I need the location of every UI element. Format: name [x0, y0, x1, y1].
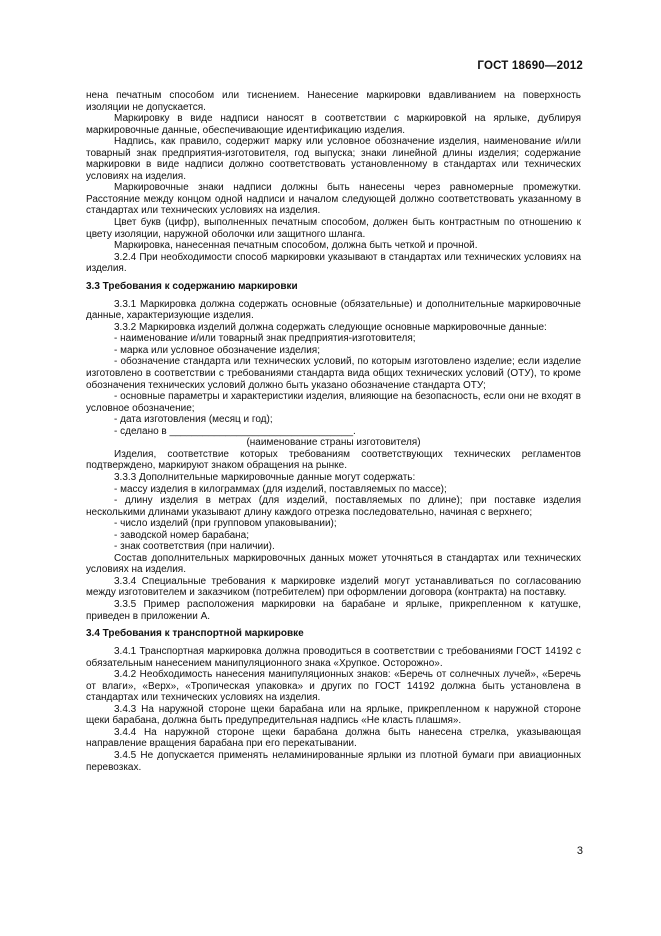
paragraph: 3.3.4 Специальные требования к маркировке изделий могут устанавливаться по согласованию между изготовителем и заказчиком (потребителем) при оформлении договора (контракта) на поставку.: [86, 575, 581, 599]
paragraph: Цвет букв (цифр), выполненных печатным способом, должен быть контрастным по отношению к цвету изоляции, наружной оболочки или защитного шланга.: [86, 217, 581, 240]
list-item: - дата изготовления (месяц и год);: [114, 414, 273, 426]
paragraph: нена печатным способом или тиснением. Нанесение маркировки вдавливанием на поверхность изоляции не допускается.: [86, 90, 581, 113]
list-item: - сделано в _________________________________.: [114, 425, 356, 437]
paragraph: Маркировку в виде надписи наносят в соответствии с маркировкой на ярлыке, дублируя маркировочные данные, обеспечивающие идентификацию изделия.: [86, 113, 581, 136]
paragraph: 3.4.1 Транспортная маркировка должна проводиться в соответствии с требованиями ГОСТ 14192 с обязательным нанесением манипуляционного знака «Хрупкое. Осторожно».: [86, 646, 581, 669]
paragraph: Изделия, соответствие которых требованиям соответствующих технических регламентов подтверждено, маркируют знаком обращения на рынке.: [86, 448, 581, 472]
list-item: - длину изделия в метрах (для изделий, поставляемых по длине); при поставке изделия несколькими длинами указывают длину каждого отрезка последовательно, начиная с верхнего;: [86, 495, 581, 518]
paragraph: 3.4.3 На наружной стороне щеки барабана или на ярлыке, прикрепленном к наружной стороне щеки барабана, должна быть предупредительная надпись «Не класть плашмя».: [86, 703, 581, 727]
section-heading-text: 3.3 Требования к содержанию маркировки: [86, 280, 298, 292]
list-item: - наименование и/или товарный знак предприятия-изготовителя;: [114, 333, 416, 345]
paragraph: 3.4.4 На наружной стороне щеки барабана должна быть нанесена стрелка, указывающая направление вращения барабана при его перекатывании.: [86, 726, 581, 750]
paragraph: 3.3.1 Маркировка должна содержать основные (обязательные) и дополнительные маркировочные данные, характеризующие изделия.: [86, 298, 581, 322]
list-item: - марка или условное обозначение изделия;: [114, 344, 320, 356]
list-item: - обозначение стандарта или технических условий, по которым изготовлено изделие; если изделие изготовлено в соответствии с требованиями стандарта вида общих технических условий (ОТУ), то кроме обозначения технических условий должно быть указано обозначение стандарта ОТУ;: [86, 356, 581, 391]
list-item: - число изделий (при групповом упаковывании);: [114, 518, 337, 530]
paragraph: Надпись, как правило, содержит марку или условное обозначение изделия, наименование и/или товарный знак предприятия-изготовителя, год выпуска; знаки линейной длины изделия; содержание маркировки в виде надписи должно соответствовать установленному в стандартах или технических условиях на изделия.: [86, 136, 581, 182]
paragraph: 3.4.2 Необходимость нанесения манипуляционных знаков: «Беречь от солнечных лучей», «Беречь от влаги», «Верх», «Тропическая упаковка» и других по ГОСТ 14192 должна быть установлена в стандартах или технических условиях на изделия.: [86, 669, 581, 704]
section-heading-text: 3.4 Требования к транспортной маркировке: [86, 628, 304, 640]
paragraph: 3.2.4 При необходимости способ маркировки указывают в стандартах или технических условиях на изделия.: [86, 251, 581, 275]
document-body: [86, 90, 581, 773]
paragraph: Маркировочные знаки надписи должны быть нанесены через равномерные промежутки. Расстояние между концом одной надписи и началом следующей должно соответствовать указанному в стандартах или технических условиях на изделия.: [86, 182, 581, 217]
paragraph: Маркировка, нанесенная печатным способом, должна быть четкой и прочной.: [114, 240, 478, 252]
caption-note: (наименование страны изготовителя): [246, 437, 421, 449]
list-item: - заводской номер барабана;: [114, 529, 250, 541]
paragraph: 3.3.5 Пример расположения маркировки на барабане и ярлыке, прикрепленном к катушке, приведен в приложении А.: [86, 598, 581, 622]
list-item: - основные параметры и характеристики изделия, влияющие на безопасность, если они не входят в условное обозначение;: [86, 391, 581, 414]
paragraph: 3.3.3 Дополнительные маркировочные данные могут содержать:: [114, 471, 416, 483]
section-heading: [86, 281, 581, 293]
paragraph: 3.4.5 Не допускается применять неламинированные ярлыки из плотной бумаги при авиационных перевозках.: [86, 749, 581, 773]
paragraph: 3.3.2 Маркировка изделий должна содержать следующие основные маркировочные данные:: [114, 321, 547, 333]
list-item: - знак соответствия (при наличии).: [114, 541, 275, 553]
paragraph: Состав дополнительных маркировочных данных может уточняться в стандартах или технических условиях на изделия.: [86, 552, 581, 576]
section-heading: [86, 628, 581, 640]
document-code: ГОСТ 18690—2012: [477, 60, 583, 72]
page-number: 3: [576, 845, 583, 857]
list-item: - массу изделия в килограммах (для изделий, поставляемых по массе);: [114, 483, 447, 495]
